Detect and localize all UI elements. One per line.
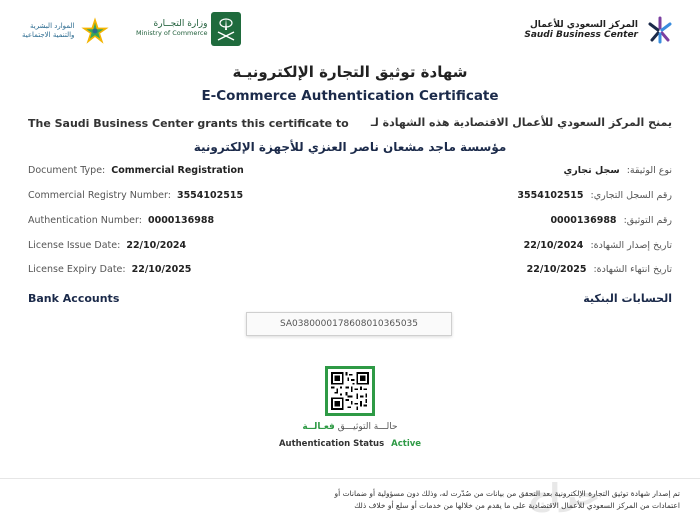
field-value-ar: 22/10/2024	[523, 240, 584, 251]
authentication-status-ar	[0, 422, 700, 432]
status-value-ar: فعـالــة	[302, 422, 335, 432]
field-row-commercial-registry	[0, 190, 700, 208]
disclaimer-footer	[120, 488, 680, 512]
iban-field[interactable]: SA0380000178608010365035	[246, 312, 452, 336]
field-value-ar: 3554102515	[517, 190, 584, 201]
grant-statement-en: The Saudi Business Center grants this certificate to	[28, 117, 349, 130]
sbc-name-en: Saudi Business Center	[524, 30, 638, 40]
field-row-document-type	[0, 165, 700, 183]
sbc-name	[524, 20, 638, 40]
hr-ministry-line1: الموارد البشرية	[30, 22, 75, 30]
disclaimer-line1: تم إصدار شهادة توثيق التجارة الإلكترونية بعد التحقق من بيانات من صُدّرت له، وذلك دون مسؤولية أو ضمانات أو	[334, 489, 680, 498]
field-row-expiry-date	[0, 264, 700, 282]
disclaimer-line2: اعتمادات من المركز السعودي للأعمال الاقتصادية على ما يقدم من خلالها من خدمات أو سلع أو خلاف ذلك	[354, 501, 680, 510]
field-value-en: 22/10/2024	[126, 240, 187, 251]
field-value-en: 0000136988	[147, 215, 215, 226]
field-label-ar: نوع الوثيقة: سجل تجاري	[563, 165, 672, 176]
field-row-issue-date	[0, 240, 700, 258]
field-label-en: Commercial Registry Number: 3554102515	[28, 190, 244, 201]
grant-statement-ar: يمنح المركز السعودي للأعمال الاقتصادية هذه الشهادة لـ	[370, 116, 672, 129]
saudi-business-center-logo	[524, 14, 676, 46]
field-value-ar: 0000136988	[550, 215, 617, 226]
verification-qr-code[interactable]	[325, 366, 375, 416]
moc-name	[136, 20, 207, 38]
certificate-title-en: E-Commerce Authentication Certificate	[201, 88, 499, 104]
field-value-en: 22/10/2025	[131, 264, 192, 275]
status-label-ar: حالـــة التوثيـــق	[337, 422, 398, 432]
field-value-en: 3554102515	[176, 190, 244, 201]
hr-ministry-name	[22, 22, 74, 40]
entity-name: مؤسسة ماجد مشعان ناصر العنزي للأجهزة الإلكترونية	[193, 140, 507, 154]
status-badge: Active	[391, 439, 422, 449]
field-label-ar: رقم السجل التجاري: 3554102515	[517, 190, 672, 201]
qr-code-icon	[331, 372, 369, 410]
field-label-en: Document Type: Commercial Registration	[28, 165, 244, 176]
status-label-en: Authentication Status	[278, 439, 385, 449]
moc-name-en: Ministry of Commerce	[136, 29, 208, 37]
field-value-en: Commercial Registration	[111, 165, 244, 176]
hr-ministry-line2: والتنمية الاجتماعية	[22, 31, 75, 39]
field-label-en: License Expiry Date: 22/10/2025	[28, 264, 192, 275]
field-value-ar: 22/10/2025	[526, 264, 587, 275]
certificate-title-ar: شهادة توثيق التجارة الإلكترونيـة	[232, 63, 468, 81]
sbc-name-ar: المركز السعودي للأعمال	[530, 20, 638, 30]
field-label-en: Authentication Number: 0000136988	[28, 215, 215, 226]
authentication-status-en	[0, 439, 700, 449]
field-label-ar: رقم التوثيق: 0000136988	[550, 215, 672, 226]
ministry-of-commerce-logo	[136, 12, 241, 46]
sbc-star-icon	[644, 14, 676, 46]
hr-ministry-star-icon	[78, 14, 112, 48]
bank-accounts-heading-ar: الحسابات البنكية	[583, 292, 672, 305]
field-value-ar: سجل تجاري	[563, 165, 620, 176]
hr-ministry-logo	[22, 14, 112, 48]
bank-accounts-heading-en: Bank Accounts	[28, 292, 120, 305]
saudi-emblem-icon	[211, 12, 241, 46]
haraj-watermark: حراج	[528, 478, 601, 513]
certificate-header	[0, 0, 700, 58]
field-label-ar: تاريخ انتهاء الشهادة: 22/10/2025	[526, 264, 672, 275]
field-row-authentication-number	[0, 215, 700, 233]
moc-name-ar: وزارة التجــارة	[153, 19, 208, 29]
field-label-ar: تاريخ إصدار الشهادة: 22/10/2024	[523, 240, 672, 251]
field-label-en: License Issue Date: 22/10/2024	[28, 240, 187, 251]
